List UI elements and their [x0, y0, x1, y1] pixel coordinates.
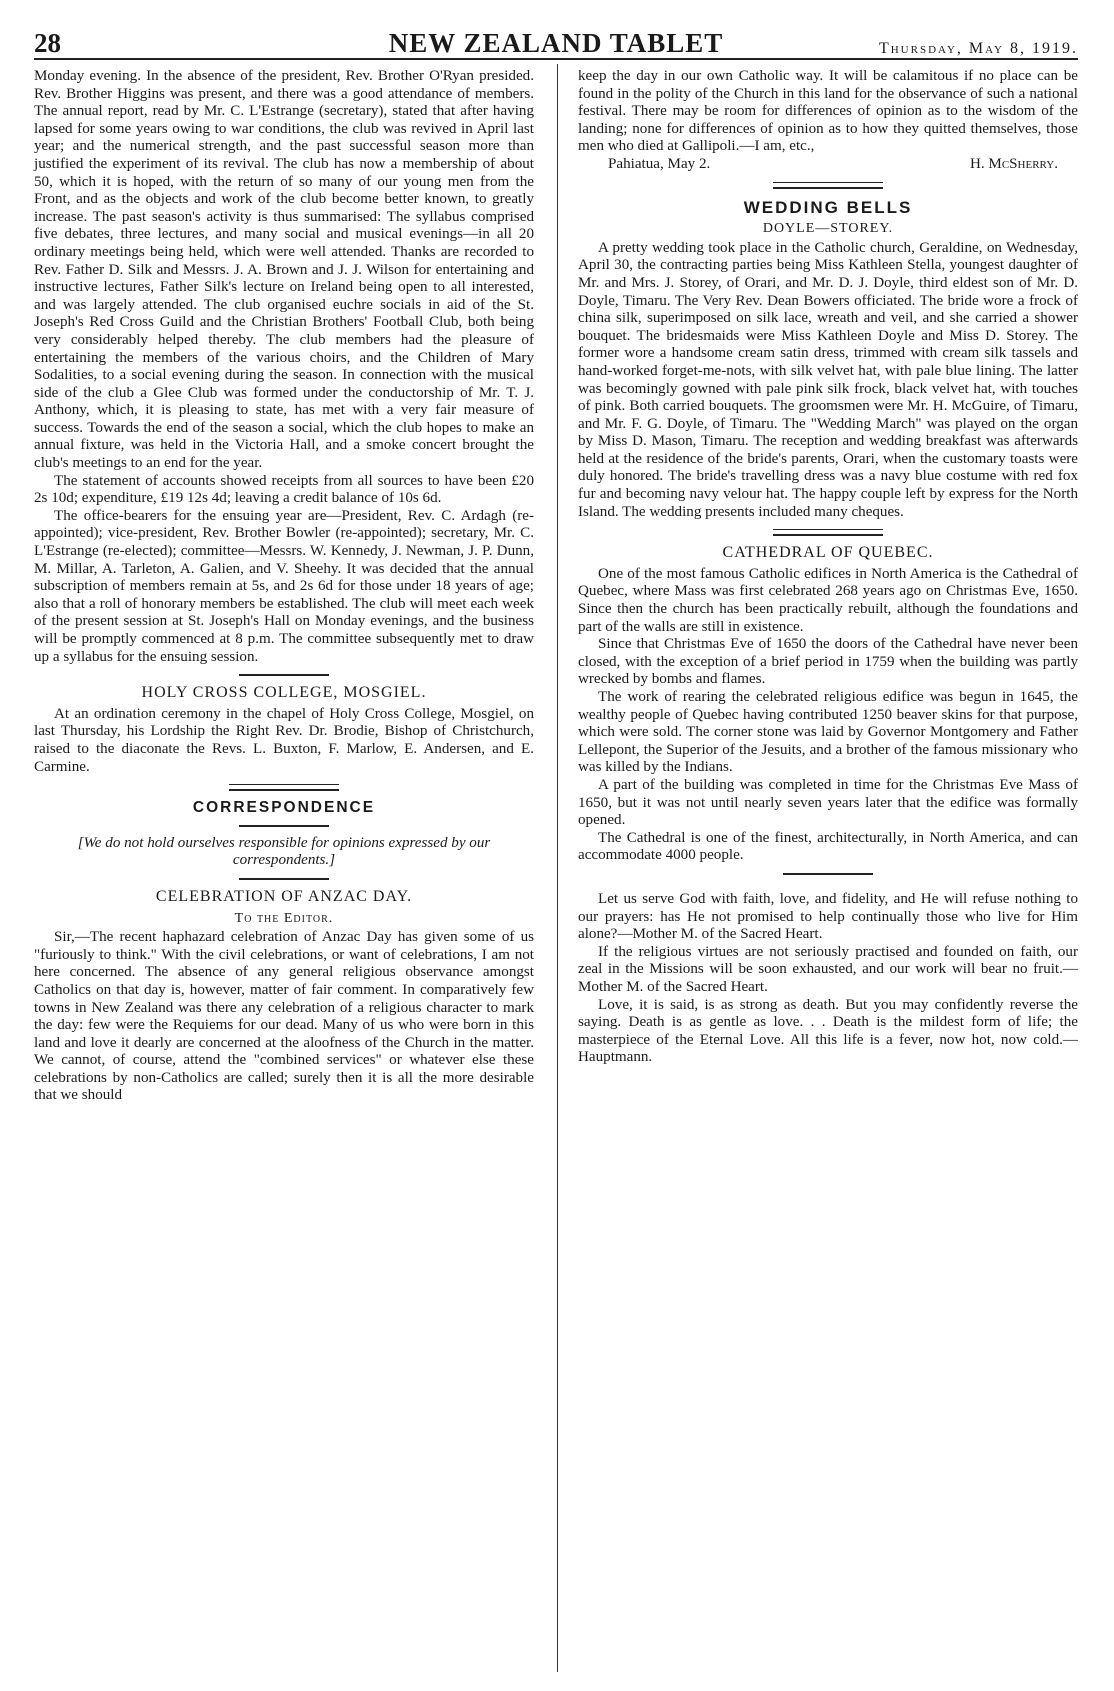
- section-divider: [773, 529, 883, 536]
- correspondence-heading: CORRESPONDENCE: [192, 799, 376, 817]
- section-divider: [229, 784, 339, 791]
- wedding-body: A pretty wedding took place in the Catholic church, Geraldine, on Wednesday, April 30, the contracting parties being Miss Kathleen Stella, youngest daughter of Mr. and Mrs. J. Storey, of Orari, and Mr. D. J. Doyle, third eldest son of Mr. D. Doyle, Timaru. The Very Rev. Dean Bowers officiated. The bride wore a frock of china silk, superimposed on silk lace, wreath and veil, and she carried a shower bouquet. The bridesmaids were Miss Kathleen Doyle and Miss D. Storey. The former wore a handsome cream satin dress, trimmed with cream silk tassels and hand-worked forget-me-nots, with silk velvet hat, with pale blue lining. The latter was becomingly gowned with pale pink silk frock, black velvet hat, with touches of pink. Both carried bouquets. The groomsmen were Mr. H. McGuire, of Timaru, and Mr. F. G. Doyle, of Timaru. The "Wedding March" was played on the organ by Miss D. Mason, Timaru. The reception and wedding breakfast was afterwards held at the residence of the bride's parents, Orari, when the customary toasts were duly honored. The bride's travelling dress was a navy blue costume with red fox fur and becoming navy velour hat. The happy couple left by express for the North Island. The wedding presents included many cheques.: [578, 239, 1078, 520]
- section-divider: [239, 674, 329, 676]
- section-divider: [773, 182, 883, 189]
- page-header: [34, 14, 1078, 60]
- wedding-heading: WEDDING BELLS: [743, 197, 913, 217]
- wedding-subheading: DOYLE—STOREY.: [762, 221, 894, 237]
- letter-continued: keep the day in our own Catholic way. It will be calamitous if no place can be found in the polity of the Church in this land for the observance of such a national festival. There may be room for differences of opinion as to the wisdom of the landing; none for differences of opinion as to how they quitted themselves, those men who died at Gallipoli.—I am, etc.,: [578, 68, 1078, 155]
- quebec-heading: CATHEDRAL OF QUEBEC.: [722, 544, 934, 562]
- quote-paragraph: Let us serve God with faith, love, and fidelity, and He will refuse nothing to our prayers: has He not promised to help continually those who live for Him alone?—Mother M. of the Sacred Heart.: [578, 890, 1078, 943]
- quote-paragraph: If the religious virtues are not seriously practised and founded on faith, our zeal in the Missions will be soon exhausted, and our work will bear no fruit.—Mother M. of the Sacred Heart.: [578, 943, 1078, 995]
- quebec-paragraph: One of the most famous Catholic edifices in North America is the Cathedral of Quebec, where Mass was first celebrated 268 years ago on Christmas Eve, 1650. Since then the church has been practically rebuilt, although the foundations and part of the walls are still in existence.: [578, 565, 1078, 635]
- right-column: [578, 68, 1078, 1067]
- club-report-paragraph: The statement of accounts showed receipts from all sources to have been £20 2s 10d; expenditure, £19 12s 4d; leaving a credit balance of 10s 6d.: [34, 472, 534, 507]
- column-divider: [557, 64, 558, 1672]
- section-divider: [239, 878, 329, 880]
- letter-signoff: [578, 156, 1078, 174]
- quote-paragraph: Love, it is said, is as strong as death. But you may confidently reverse the saying. Death is as gentle as love. . . Death is the mildest form of life; the masterpiece of the Eternal Love. All this life is a fever, now hot, now cold.—Hauptmann.: [578, 996, 1078, 1066]
- letter-signature: H. McSherry.: [969, 155, 1058, 172]
- club-report-paragraph: The office-bearers for the ensuing year are—President, Rev. C. Ardagh (re-appointed); vice-president, Rev. Brother Bowler (re-appointed); secretary, Mr. C. L'Estrange (re-elected); committee—Messrs. W. Kennedy, J. Newman, J. P. Dunn, M. Millar, A. Tarleton, A. Galien, and V. Sheehy. It was decided that the annual subscription of members remain at 5s, and 2s 6d for those under 18 years of age; also that a roll of honorary members be established. The club will meet each week of the present session at St. Joseph's Hall on Monday evenings, and the business will be promptly commenced at 8 p.m. The committee subsequently met to draw up a syllabus for the ensuing session.: [34, 507, 534, 665]
- quebec-paragraph: A part of the building was completed in time for the Christmas Eve Mass of 1650, but it was not until nearly seven years later that the edifice was formally opened.: [578, 776, 1078, 829]
- ornament-divider: [239, 825, 329, 827]
- section-divider: [783, 873, 873, 875]
- issue-date: Thursday, May 8, 1919.: [878, 40, 1078, 57]
- quebec-paragraph: The Cathedral is one of the finest, architecturally, in North America, and can accommodate 4000 people.: [578, 829, 1078, 864]
- club-report-paragraph: Monday evening. In the absence of the president, Rev. Brother O'Ryan presided. Rev. Brother Higgins was present, and there was a good attendance of members. The annual report, read by Mr. C. L'Estrange (secretary), stated that after having lapsed for some years owing to war conditions, the club was revived in April last year; and the numerical strength, and the past successful season more than justified the experiment of its revival. The club has now a membership of about 50, which it is hoped, with the return of so many of our young men from the Front, and as the objects and work of the club become better known, to greatly increase. The past season's activity is thus summarised: The syllabus comprised five debates, three lectures, and many social and musical evenings—in all 20 ordinary meetings being held, which were well attended. Thanks are recorded to Rev. Father D. Silk and Messrs. J. A. Brown and J. J. Wilson for entertaining and instructive lectures, Father Silk's lecture on Ireland being open to all interested, and was largely attended. The club organised euchre socials in aid of the St. Joseph's Red Cross Guild and the Christian Brothers' Football Club, both being very considerably helped thereby. The club members had the pleasure of entertaining the members of the various choirs, and the Children of Mary Sodalities, to a social evening during the season. In connection with the musical side of the club a Glee Club was formed under the conductorship of Mr. T. J. Anthony, which, it is pleasing to state, has met with a very fair measure of success. Towards the end of the season a social, which the club hopes to make an annual fixture, was held in the Victoria Hall, and a smoke concert brought the club's meetings to an end for the year.: [34, 68, 534, 472]
- left-column: [34, 68, 534, 1105]
- page-number: 28: [34, 28, 61, 58]
- correspondence-disclaimer: [We do not hold ourselves responsible for opinions expressed by our correspondents.]: [77, 834, 491, 869]
- quebec-paragraph: The work of rearing the celebrated religious edifice was begun in 1645, the wealthy people of Quebec having contributed 1250 beaver skins for that purpose, which were sold. The corner stone was laid by Governor Montgomery and Father Lellepont, the Superior of the Jesuits, and a brother of the famous missionary who was killed by the Indians.: [578, 689, 1078, 776]
- publication-title: NEW ZEALAND TABLET: [388, 28, 724, 58]
- quebec-paragraph: Since that Christmas Eve of 1650 the doors of the Cathedral have never been closed, with the exception of a brief period in 1759 when the building was partly wrecked by bombs and flames.: [578, 636, 1078, 688]
- holy-cross-body: At an ordination ceremony in the chapel of Holy Cross College, Mosgiel, on last Thursday, his Lordship the Right Rev. Dr. Brodie, Bishop of Christchurch, raised to the diaconate the Revs. L. Buxton, F. Marlow, E. Andersen, and E. Carmine.: [34, 705, 534, 775]
- letter-place: Pahiatua, May 2.: [608, 155, 711, 172]
- holy-cross-heading: HOLY CROSS COLLEGE, MOSGIEL.: [141, 684, 427, 702]
- anzac-letter-body: Sir,—The recent haphazard celebration of Anzac Day has given some of us "furiously to think." With the civil celebrations, or want of celebrations, I am not here concerned. The absence of any general religious observance amongst Catholics on that day is, however, matter of fair comment. In comparatively few towns in New Zealand was there any celebration of a religious character to mark the day: few were the Requiems for our dead. Many of us who were born in this land and love it dearly are concerned at the aloofness of the Church in the matter. We cannot, of course, attend the "combined services" or whatever else these celebrations by non-Catholics are called; surely then it is all the more desirable that we should: [34, 929, 534, 1104]
- anzac-letter-heading: CELEBRATION OF ANZAC DAY.: [155, 887, 413, 905]
- letter-salutation: To the Editor.: [234, 910, 334, 926]
